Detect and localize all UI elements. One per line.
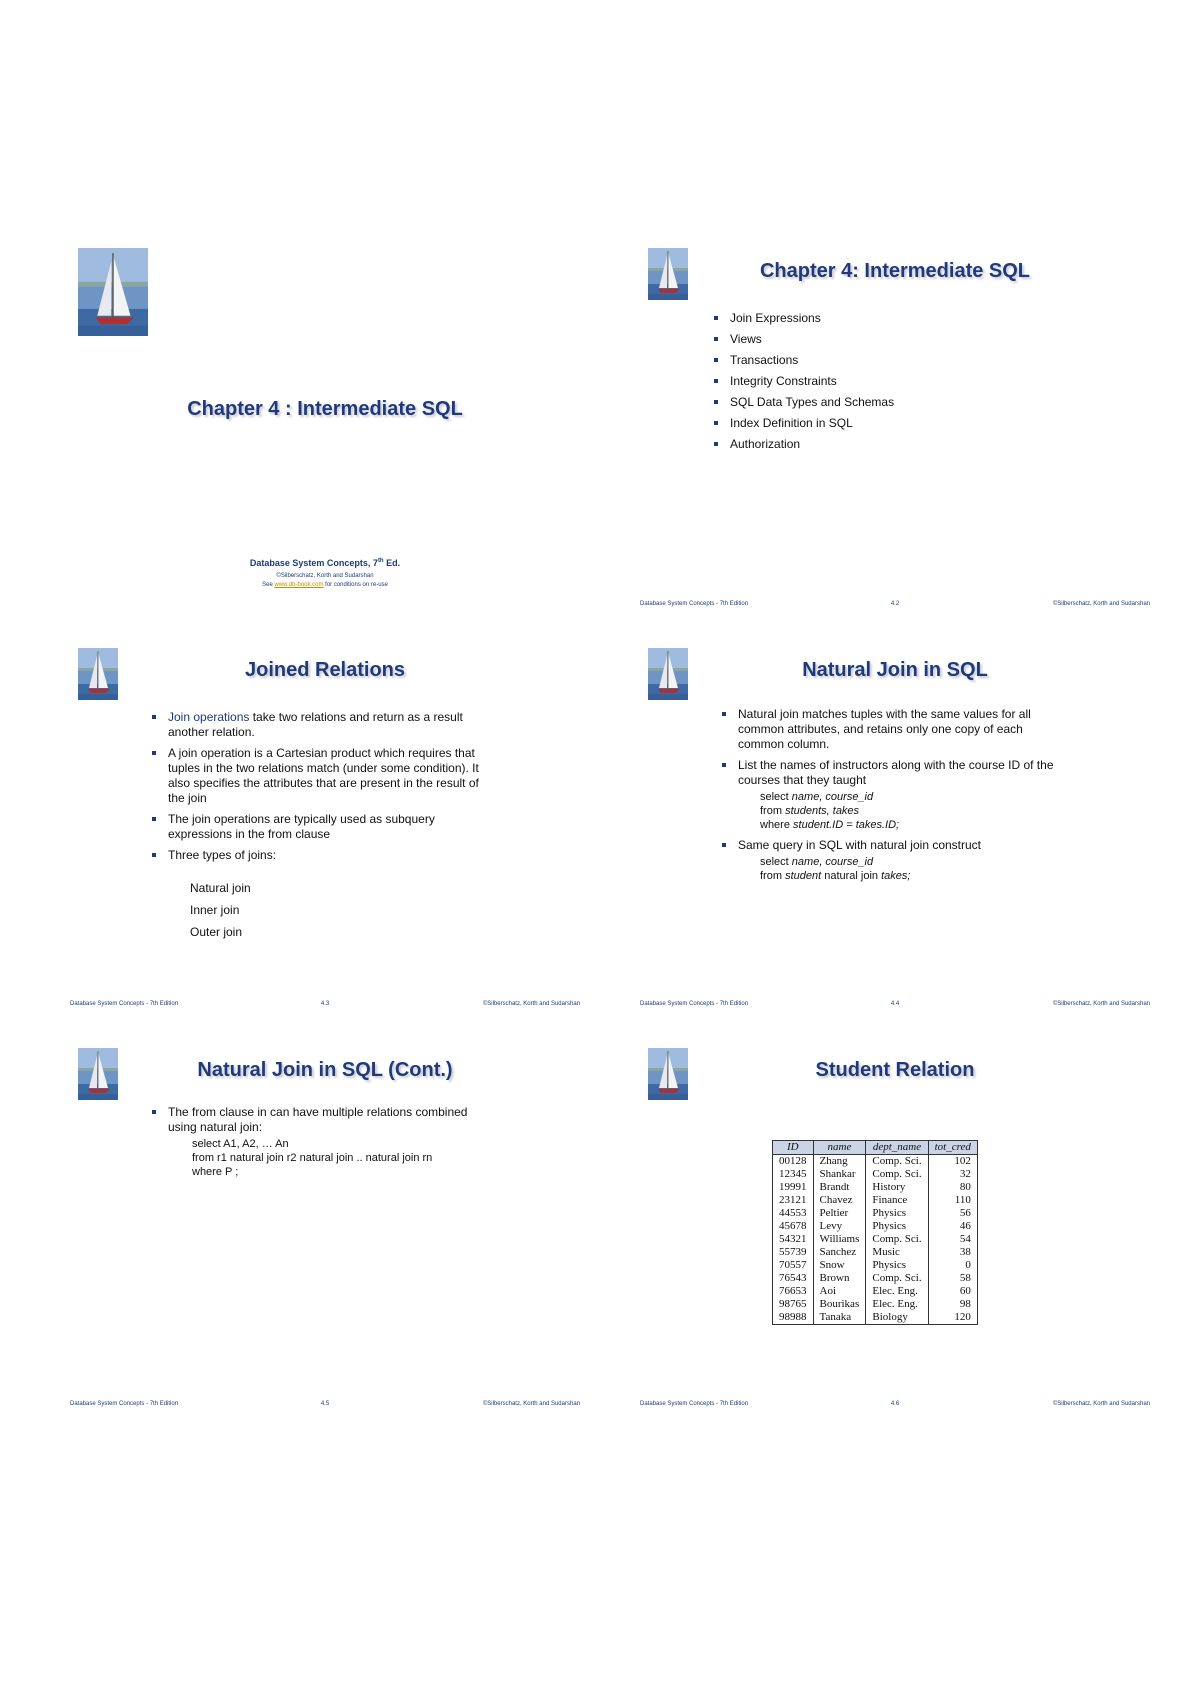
table-row	[773, 1220, 978, 1233]
bullet-list	[720, 707, 1060, 889]
list-item: Natural join	[190, 881, 251, 895]
table-cell: 98765	[773, 1298, 814, 1311]
copyright-line: ©Silberschatz, Korth and Sudarshan	[276, 573, 374, 579]
table-row	[773, 1194, 978, 1207]
list-item: SQL Data Types and Schemas	[712, 395, 894, 410]
table-cell: 98	[928, 1298, 977, 1311]
table-cell: Music	[866, 1246, 928, 1259]
table-row	[773, 1272, 978, 1285]
table-cell: 45678	[773, 1220, 814, 1233]
column-header: ID	[773, 1141, 814, 1155]
sql-query: select A1, A2, … An from r1 natural join r2 natural join .. natural join rn where P ;	[192, 1138, 433, 1178]
table-cell: Bourikas	[813, 1298, 866, 1311]
table-cell: Zhang	[813, 1155, 866, 1169]
table-cell: Brandt	[813, 1181, 866, 1194]
slide-4-2: Chapter 4: Intermediate SQL Join Expressions Views Transactions Integrity Constraints SQL Data Types and Schemas Index Definition in SQL Authorization Database System Concepts - 7th Edition 4.2 ©Silberschatz, Korth and Sudarshan	[640, 245, 1150, 625]
table-cell: Finance	[866, 1194, 928, 1207]
table-cell: 32	[928, 1168, 977, 1181]
table-cell: 19991	[773, 1181, 814, 1194]
slide-title: Joined Relations	[244, 659, 406, 681]
table-cell: 00128	[773, 1155, 814, 1169]
list-item: The from clause in can have multiple relations combined using natural join: select A1, A2, … An from r1 natural join r2 natural join .. natural join rn where P ;	[150, 1105, 490, 1179]
table-cell: 0	[928, 1259, 977, 1272]
list-item: Authorization	[712, 437, 894, 452]
table-cell: Aoi	[813, 1285, 866, 1298]
slide-4-3: Joined Relations Join operations take two relations and return as a result another relation. A join operation is a Cartesian product which requires that tuples in the two relations match (under some condition). It also specifies the attributes that are present in the result of the join The join operations are typically used as subquery expressions in the from clause Three types of joins: Natural join Inner join Outer join Database System Concepts - 7th Edition 4.3 ©Silberschatz, Korth and Sudarshan	[70, 645, 580, 1025]
student-table	[772, 1140, 978, 1325]
table-cell: Brown	[813, 1272, 866, 1285]
list-item: Natural join matches tuples with the same values for all common attributes, and retains only one copy of each common column.	[720, 707, 1060, 752]
table-cell: 76543	[773, 1272, 814, 1285]
table-cell: Physics	[866, 1207, 928, 1220]
bullet-list	[150, 1105, 490, 1185]
list-item: Join operations take two relations and return as a result another relation.	[150, 710, 490, 740]
slide-4-4: Natural Join in SQL Natural join matches tuples with the same values for all common attributes, and retains only one copy of each common column. List the names of instructors along with the course ID of the courses that they taught select name, course_id from students, takes where student.ID = takes.ID; Same query in SQL with natural join construct select name, course_id from student natural join takes; Database System Concepts - 7th Edition 4.4 ©Silberschatz, Korth and Sudarshan	[640, 645, 1150, 1025]
table-row	[773, 1298, 978, 1311]
list-item: Integrity Constraints	[712, 374, 894, 389]
table-row	[773, 1311, 978, 1325]
table-cell: 56	[928, 1207, 977, 1220]
table-cell: 38	[928, 1246, 977, 1259]
table-row	[773, 1155, 978, 1169]
table-row	[773, 1207, 978, 1220]
table-cell: Snow	[813, 1259, 866, 1272]
table-cell: History	[866, 1181, 928, 1194]
list-item: Views	[712, 332, 894, 347]
sql-query: select name, course_id from student natural join takes;	[760, 856, 911, 882]
list-item: Inner join	[190, 903, 240, 917]
table-cell: 54321	[773, 1233, 814, 1246]
slide-title: Student Relation	[815, 1059, 975, 1081]
column-header: dept_name	[866, 1141, 928, 1155]
table-cell: 58	[928, 1272, 977, 1285]
table-cell: 44553	[773, 1207, 814, 1220]
title-slide	[70, 230, 580, 610]
table-cell: Levy	[813, 1220, 866, 1233]
table-row	[773, 1168, 978, 1181]
sql-query: select name, course_id from students, takes where student.ID = takes.ID;	[760, 791, 900, 831]
table-cell: Physics	[866, 1220, 928, 1233]
table-cell: 76653	[773, 1285, 814, 1298]
table-cell: Elec. Eng.	[866, 1285, 928, 1298]
table-cell: 55739	[773, 1246, 814, 1259]
join-types-list	[190, 877, 251, 943]
list-item: Join Expressions	[712, 311, 894, 326]
table-row	[773, 1285, 978, 1298]
reuse-line: See www.db-book.com for conditions on re-use	[262, 582, 388, 588]
table-cell: 46	[928, 1220, 977, 1233]
slide-title: Natural Join in SQL (Cont.)	[197, 1059, 453, 1081]
table-row	[773, 1259, 978, 1272]
table-cell: Williams	[813, 1233, 866, 1246]
bullet-list	[150, 710, 490, 869]
table-cell: Tanaka	[813, 1311, 866, 1325]
table-cell: 70557	[773, 1259, 814, 1272]
table-row	[773, 1246, 978, 1259]
list-item: Transactions	[712, 353, 894, 368]
table-row	[773, 1233, 978, 1246]
table-cell: Elec. Eng.	[866, 1298, 928, 1311]
table-cell: Biology	[866, 1311, 928, 1325]
list-item: The join operations are typically used as subquery expressions in the from clause	[150, 812, 490, 842]
list-item: A join operation is a Cartesian product which requires that tuples in the two relations match (under some condition). It also specifies the attributes that are present in the result of the join	[150, 746, 490, 806]
table-cell: Comp. Sci.	[866, 1233, 928, 1246]
table-cell: 110	[928, 1194, 977, 1207]
title-slide-heading: Chapter 4 : Intermediate SQL	[187, 398, 463, 420]
table-cell: 60	[928, 1285, 977, 1298]
table-cell: 102	[928, 1155, 977, 1169]
table-cell: Comp. Sci.	[866, 1155, 928, 1169]
table-cell: 23121	[773, 1194, 814, 1207]
list-item: Same query in SQL with natural join construct select name, course_id from student natural join takes;	[720, 838, 1060, 883]
list-item: Three types of joins:	[150, 848, 490, 863]
table-cell: Comp. Sci.	[866, 1272, 928, 1285]
table-cell: Physics	[866, 1259, 928, 1272]
list-item: List the names of instructors along with the course ID of the courses that they taught select name, course_id from students, takes where student.ID = takes.ID;	[720, 758, 1060, 832]
student-table-body	[773, 1155, 978, 1325]
topic-list	[712, 311, 894, 458]
column-header: tot_cred	[928, 1141, 977, 1155]
sailboat-logo-icon	[78, 248, 148, 336]
list-item: Outer join	[190, 925, 243, 939]
table-cell: Sanchez	[813, 1246, 866, 1259]
table-cell: 98988	[773, 1311, 814, 1325]
column-header: name	[813, 1141, 866, 1155]
slide-4-6: Student Relation ID name dept_name tot_cred 00128 Zhang Comp. Sci. 102 12345 Shankar Comp. Sci. 32 19991 Brandt History 80 23121 Chavez Finance 110 44553 Peltier Physics 56 45678 Levy Physics 46 54321 Williams Comp. Sci. 54 55739 Sanchez Music 38 70557 Snow Physics 0 76543 Brown Comp. Sci. 58 76653 Aoi Elec. Eng. 60 98765 Bourikas Elec. Eng. 98 98988 Tanaka Biology 120 Database System Concepts - 7th Edition 4.6 ©Silberschatz, Korth and Sudarshan	[640, 1045, 1150, 1425]
table-cell: Shankar	[813, 1168, 866, 1181]
table-cell: 54	[928, 1233, 977, 1246]
table-cell: Peltier	[813, 1207, 866, 1220]
table-cell: 12345	[773, 1168, 814, 1181]
list-item: Index Definition in SQL	[712, 416, 894, 431]
book-credit: Database System Concepts, 7th Ed.	[249, 558, 401, 568]
student-table-wrap	[772, 1140, 978, 1325]
table-cell: 80	[928, 1181, 977, 1194]
db-book-link[interactable]: www.db-book.com	[274, 582, 324, 588]
slide-4-5: Natural Join in SQL (Cont.) The from clause in can have multiple relations combined using natural join: select A1, A2, … An from r1 natural join r2 natural join .. natural join rn where P ; Database System Concepts - 7th Edition 4.5 ©Silberschatz, Korth and Sudarshan	[70, 1045, 580, 1425]
table-cell: Comp. Sci.	[866, 1168, 928, 1181]
table-cell: 120	[928, 1311, 977, 1325]
table-cell: Chavez	[813, 1194, 866, 1207]
table-row	[773, 1181, 978, 1194]
slide-title: Natural Join in SQL	[802, 659, 988, 681]
slide-title: Chapter 4: Intermediate SQL	[759, 260, 1031, 282]
